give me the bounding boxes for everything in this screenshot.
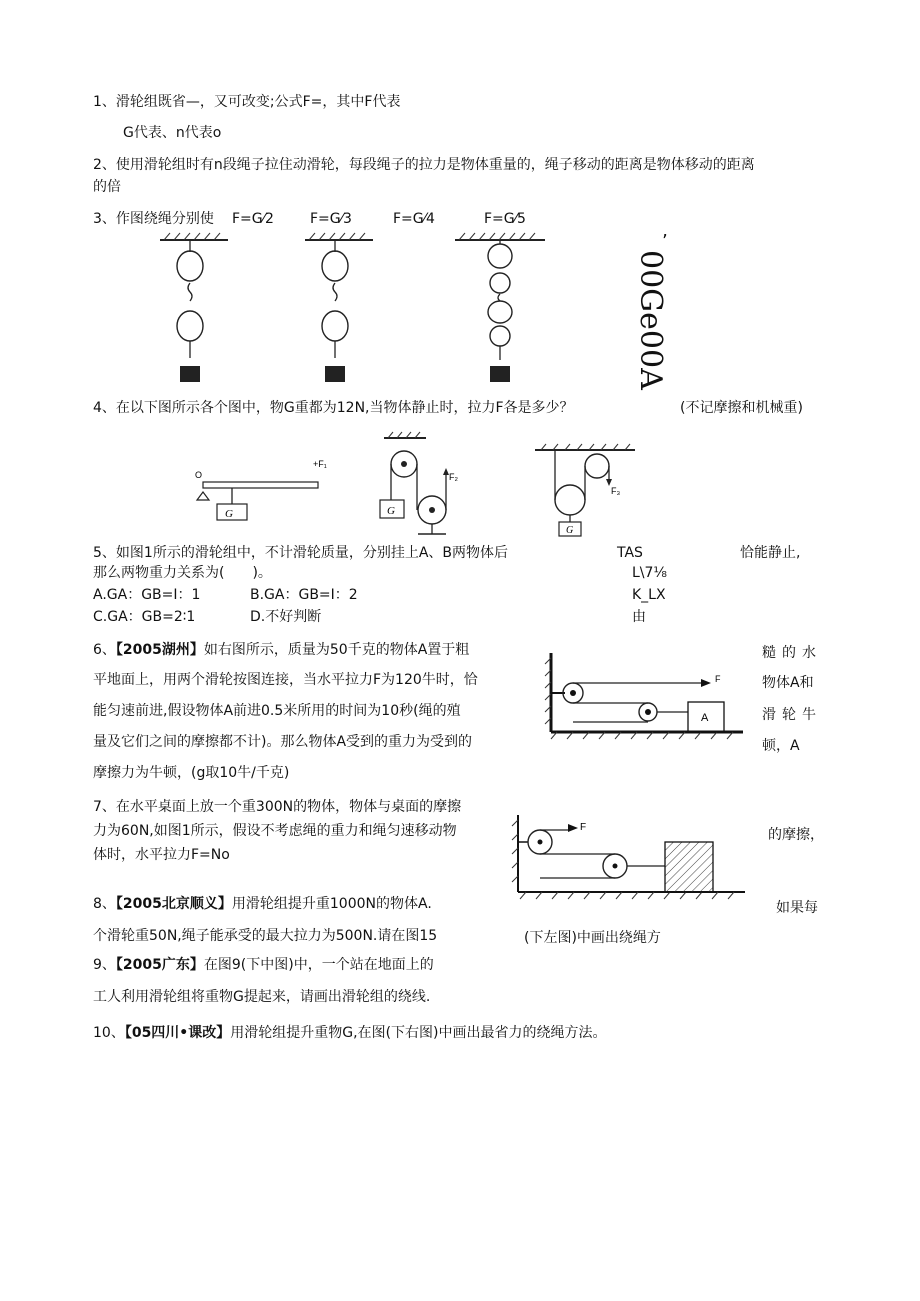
q5-line2: 那么两物重力关系为( )。 (93, 565, 272, 581)
q8-right-1: 如果每 (776, 900, 818, 916)
q4-lever-o: O (195, 470, 203, 480)
q6-line4: 量及它们之间的摩擦都不计)。那么物体A受到的重力为受到的 (93, 734, 473, 750)
q5-side-5: 由 (632, 609, 646, 625)
q6-fig-f: F (715, 674, 721, 684)
q5-side-1: TAS (617, 545, 643, 561)
q4-right-g: G (566, 525, 574, 536)
q7-line1: 7、在水平桌面上放一个重300N的物体，物体与桌面的摩擦 (93, 799, 462, 815)
q4-figures (195, 430, 655, 540)
q3-formula-1: F=G⁄2 (232, 211, 274, 227)
q10-line: 10、【05四川•课改】用滑轮组提升重物G,在图(下右图)中画出最省力的绕绳方法。 (93, 1025, 607, 1041)
q5-option-a: A.GA：GB=I：1 (93, 587, 201, 603)
q3-prefix: 3、作图绕绳分别使 (93, 211, 214, 227)
q5-line1: 5、如图1所示的滑轮组中，不计滑轮质量，分别挂上A、B两物体后 (93, 545, 508, 561)
q6-line5: 摩擦力为牛顿，(g取10牛/千克) (93, 765, 290, 781)
q2-line2: 的倍 (93, 179, 121, 195)
q3-formula-3: F=G⁄4 (393, 211, 435, 227)
q4-lever-f: +F₁ (313, 459, 327, 469)
q5-option-d: D.不好判断 (250, 609, 322, 625)
q7-right: 的摩擦， (768, 827, 824, 843)
q3-formula-2: F=G⁄3 (310, 211, 352, 227)
q6-figure (543, 648, 753, 743)
q7-line2: 力为60N,如图1所示，假设不考虑绳的重力和绳匀速移动物 (93, 823, 457, 839)
q4-middle-figure (380, 432, 458, 534)
q9-line2: 工人利用滑轮组将重物G提起来，请画出滑轮组的绕线. (93, 989, 431, 1005)
q4-middle-f: F₂ (449, 472, 458, 482)
q5-side-2: 恰能静止, (740, 545, 801, 561)
q3-side-text: 00Ge00A (633, 250, 668, 390)
q5-option-b: B.GA：GB=I：2 (250, 587, 358, 603)
q5-option-c: C.GA：GB=2∶1 (93, 609, 196, 625)
q4-right-figure (535, 444, 635, 536)
q4-lever-g: G (225, 508, 233, 520)
q6-line2: 平地面上，用两个滑轮按图连接，当水平拉力F为120牛时，恰 (93, 672, 478, 688)
q4-right-f: F₃ (611, 486, 621, 496)
q4-lever-figure (195, 459, 327, 520)
q1-line2: G代表、n代表o (123, 125, 222, 141)
q8-right-2: (下左图)中画出绕绳方 (524, 930, 661, 946)
q1-line1: 1、滑轮组既省—，又可改变;公式F=，其中F代表 (93, 94, 401, 110)
q7-line3: 体时，水平拉力F=No (93, 847, 230, 863)
q8-line1: 8、【2005北京顺义】用滑轮组提升重1000N的物体A. (93, 896, 432, 912)
pulley-figure-2 (305, 233, 373, 382)
q6-right-3: 滑轮牛 (762, 707, 822, 723)
q9-line1: 9、【2005广东】在图9(下中图)中，一个站在地面上的 (93, 957, 434, 973)
q3-side-mark: ’ (662, 231, 668, 252)
q7-fig-f: F (580, 822, 587, 833)
q6-right-1: 糙的水 (762, 645, 822, 661)
q2-line1: 2、使用滑轮组时有n段绳子拉住动滑轮，每段绳子的拉力是物体重量的，绳子移动的距离是物体移动的距离 (93, 157, 755, 173)
q4-note: (不记摩擦和机械重) (680, 400, 803, 416)
q5-side-3: L\7⅛ (632, 565, 667, 581)
pulley-figure-3 (455, 233, 545, 382)
q5-side-4: K_LX (632, 587, 666, 603)
q6-right-4: 顿，A (762, 738, 800, 754)
q6-right-2: 物体A和 (762, 675, 814, 691)
q6-line1: 6、【2005湖州】如右图所示，质量为50千克的物体A置于粗 (93, 642, 470, 658)
pulley-figure-1 (160, 233, 228, 382)
q8-line2: 个滑轮重50N,绳子能承受的最大拉力为500N.请在图15 (93, 928, 438, 944)
q7-figure (510, 810, 750, 905)
q4-middle-g: G (387, 505, 395, 517)
q3-formula-4: F=G⁄5 (484, 211, 526, 227)
q3-pulley-figures (150, 228, 710, 388)
q6-fig-a: A (701, 712, 709, 724)
q4-text: 4、在以下图所示各个图中，物G重都为12N,当物体静止时，拉力F各是多少？ (93, 400, 574, 416)
q6-line3: 能匀速前进,假设物体A前进0.5米所用的时间为10秒(绳的殖 (93, 703, 461, 719)
